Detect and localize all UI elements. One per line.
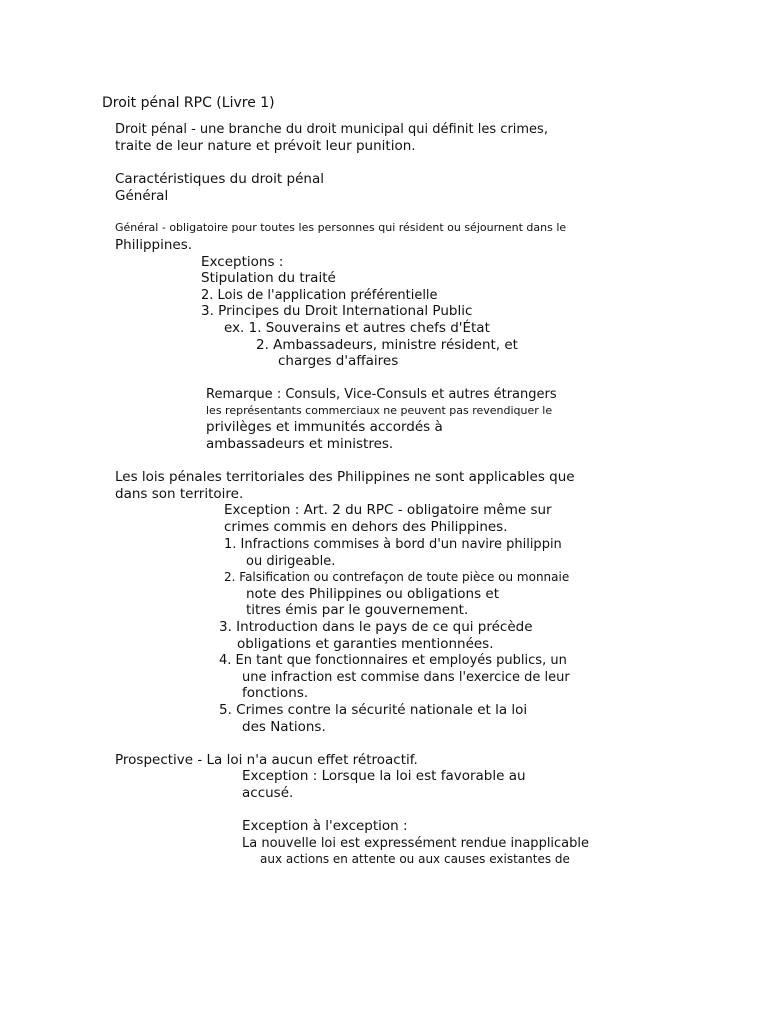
- territorial-line: dans son territoire.: [115, 486, 244, 502]
- list-item: des Nations.: [242, 719, 326, 735]
- general-line: Général - obligatoire pour toutes les personnes qui résident ou séjournent dans le: [115, 221, 567, 234]
- remark-line: Remarque : Consuls, Vice-Consuls et autres étrangers: [206, 387, 557, 402]
- list-item: 4. En tant que fonctionnaires et employés publics, un: [219, 653, 567, 668]
- sub-list-item: charges d'affaires: [278, 353, 399, 369]
- section-subheading: Général: [115, 188, 169, 204]
- list-item: ou dirigeable.: [246, 554, 336, 569]
- document-title: Droit pénal RPC (Livre 1): [102, 95, 275, 111]
- list-item: 1. Infractions commises à bord d'un navire philippin: [224, 537, 562, 552]
- exceptions-label: Exceptions :: [201, 254, 284, 270]
- list-item: 2. Lois de l'application préférentielle: [201, 288, 438, 303]
- exception-to-exception-line: aux actions en attente ou aux causes existantes de: [260, 852, 570, 866]
- sub-list-item: ex. 1. Souverains et autres chefs d'État: [224, 320, 490, 336]
- remark-line: privilèges et immunités accordés à: [206, 419, 443, 435]
- exception-line: crimes commis en dehors des Philippines.: [224, 519, 508, 535]
- exception-to-exception-line: La nouvelle loi est expressément rendue inapplicable: [242, 836, 590, 851]
- list-item: 2. Falsification ou contrefaçon de toute pièce ou monnaie: [224, 570, 570, 584]
- list-item: fonctions.: [242, 685, 309, 701]
- exception-line: Exception : Art. 2 du RPC - obligatoire même sur: [224, 502, 552, 518]
- list-item: une infraction est commise dans l'exercice de leur: [242, 670, 570, 685]
- list-item: 3. Principes du Droit International Public: [201, 303, 473, 319]
- intro-line: traite de leur nature et prévoit leur punition.: [115, 138, 416, 154]
- remark-line: ambassadeurs et ministres.: [206, 436, 394, 452]
- sub-list-item: 2. Ambassadeurs, ministre résident, et: [256, 337, 518, 353]
- remark-line: les représentants commerciaux ne peuvent pas revendiquer le: [206, 404, 553, 417]
- exception-line: accusé.: [242, 785, 294, 801]
- intro-line: Droit pénal - une branche du droit municipal qui définit les crimes,: [115, 122, 548, 137]
- list-item: note des Philippines ou obligations et: [246, 586, 499, 602]
- list-item: obligations et garanties mentionnées.: [237, 636, 494, 652]
- exception-to-exception-label: Exception à l'exception :: [242, 818, 408, 834]
- list-item: titres émis par le gouvernement.: [246, 602, 469, 618]
- list-item: 3. Introduction dans le pays de ce qui précède: [219, 619, 533, 635]
- general-line: Philippines.: [115, 237, 193, 253]
- section-heading: Caractéristiques du droit pénal: [115, 171, 324, 187]
- list-item: Stipulation du traité: [201, 270, 336, 286]
- exception-line: Exception : Lorsque la loi est favorable au: [242, 768, 526, 784]
- territorial-line: Les lois pénales territoriales des Philippines ne sont applicables que: [115, 469, 575, 485]
- prospective-line: Prospective - La loi n'a aucun effet rétroactif.: [115, 752, 418, 768]
- list-item: 5. Crimes contre la sécurité nationale et la loi: [219, 702, 528, 718]
